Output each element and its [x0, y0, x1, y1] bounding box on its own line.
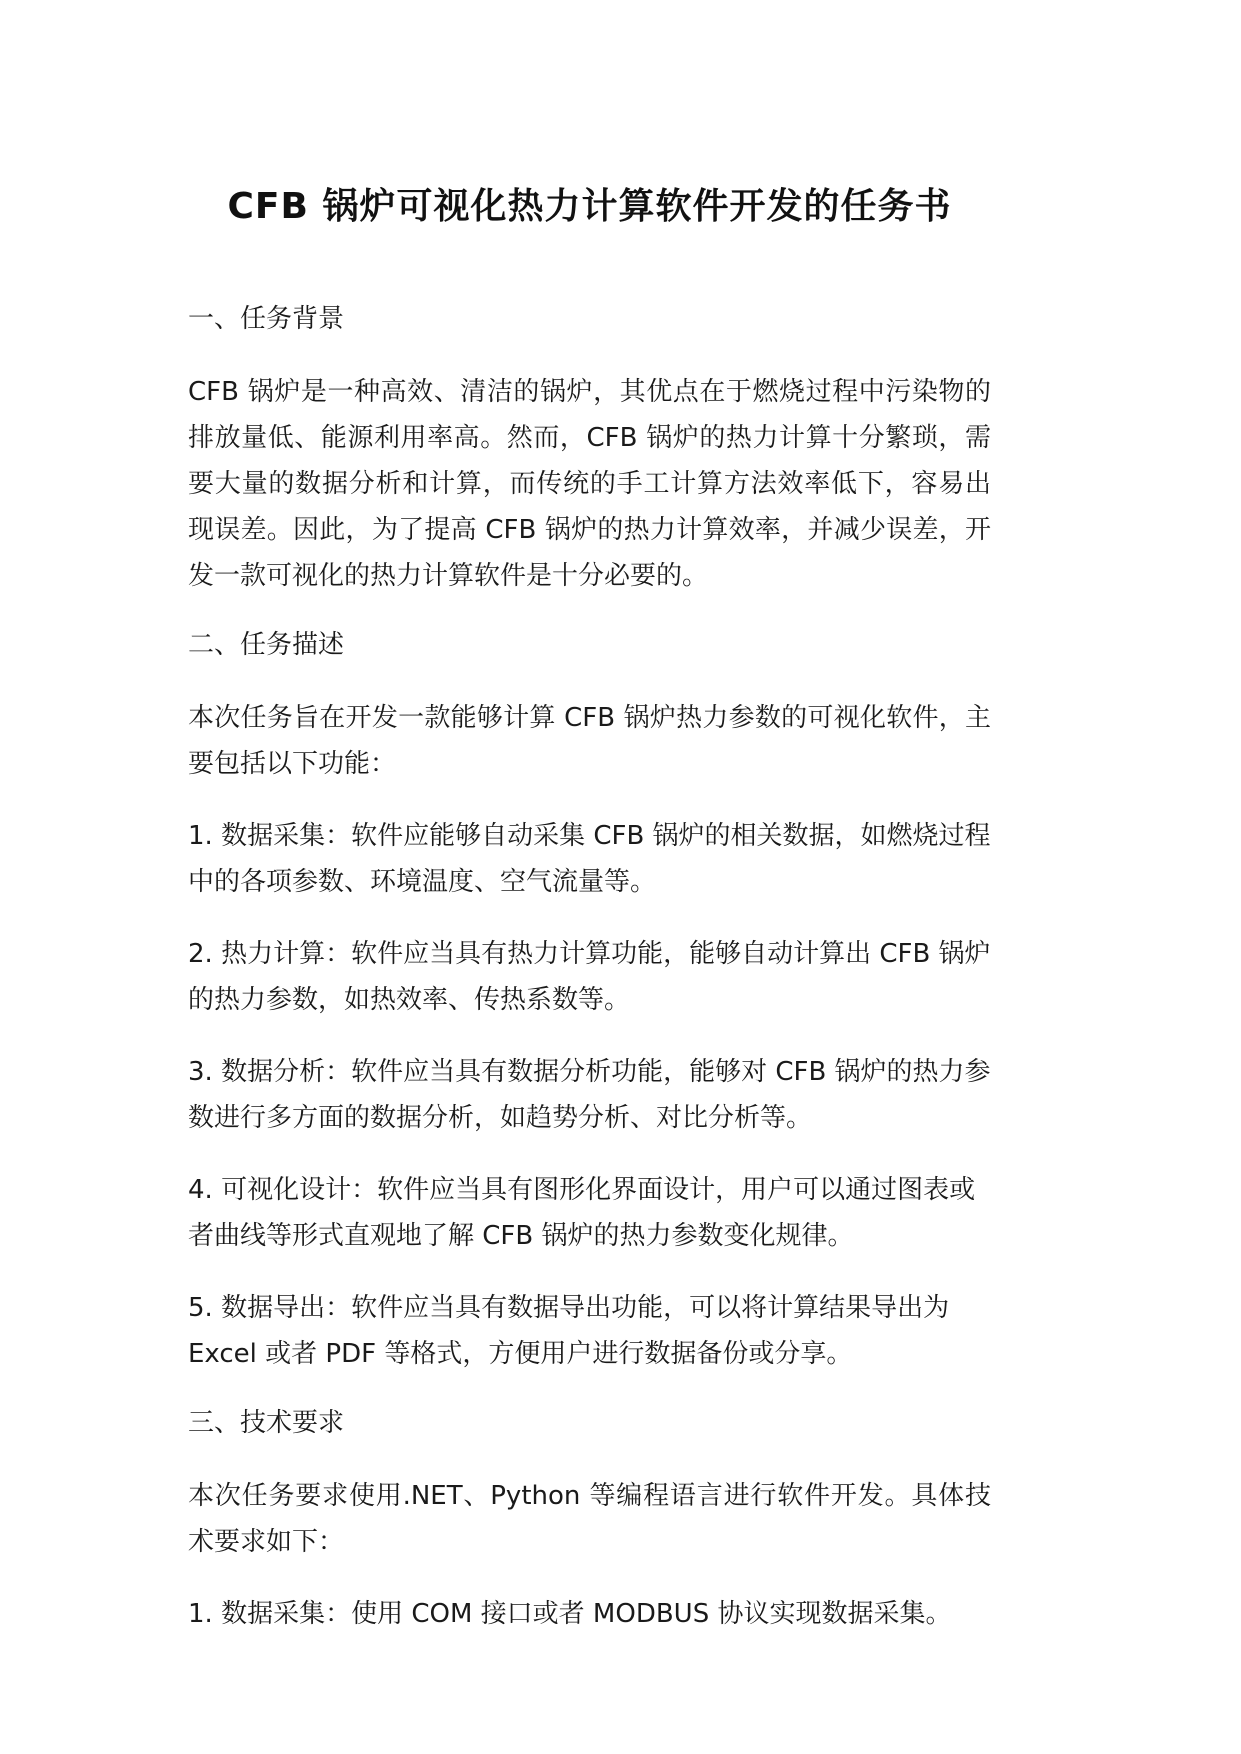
list-item: 5. 数据导出：软件应当具有数据导出功能，可以将计算结果导出为 Excel 或者 PDF 等格式，方便用户进行数据备份或分享。 — [188, 1293, 950, 1369]
list-item: 4. 可视化设计：软件应当具有图形化界面设计，用户可以通过图表或者曲线等形式直观地了解 CFB 锅炉的热力参数变化规律。 — [188, 1175, 976, 1251]
list-item: 3. 数据分析：软件应当具有数据分析功能，能够对 CFB 锅炉的热力参数进行多方面的数据分析，如趋势分析、对比分析等。 — [188, 1057, 991, 1133]
section-intro: 本次任务旨在开发一款能够计算 CFB 锅炉热力参数的可视化软件，主要包括以下功能： — [188, 703, 991, 779]
section-heading-background: 一、任务背景 — [188, 304, 345, 334]
list-item: 2. 热力计算：软件应当具有热力计算功能，能够自动计算出 CFB 锅炉的热力参数，如热效率、传热系数等。 — [188, 939, 991, 1015]
list-item: 1. 数据采集：使用 COM 接口或者 MODBUS 协议实现数据采集。 — [188, 1599, 952, 1629]
page-title: CFB 锅炉可视化热力计算软件开发的任务书 — [227, 186, 952, 227]
paragraph: CFB 锅炉是一种高效、清洁的锅炉，其优点在于燃烧过程中污染物的排放量低、能源利用率高。然而，CFB 锅炉的热力计算十分繁琐，需要大量的数据分析和计算，而传统的手工计算方法效率低下，容易出现误差。因此，为了提高 CFB 锅炉的热力计算效率，并减少误差，开发一款可视化的热力计算软件是十分必要的。 — [188, 377, 991, 591]
list-item: 1. 数据采集：软件应能够自动采集 CFB 锅炉的相关数据，如燃烧过程中的各项参数、环境温度、空气流量等。 — [188, 821, 991, 897]
section-heading-description: 二、任务描述 — [188, 630, 345, 660]
section-intro: 本次任务要求使用.NET、Python 等编程语言进行软件开发。具体技术要求如下： — [188, 1481, 991, 1557]
section-heading-technical: 三、技术要求 — [188, 1408, 345, 1438]
